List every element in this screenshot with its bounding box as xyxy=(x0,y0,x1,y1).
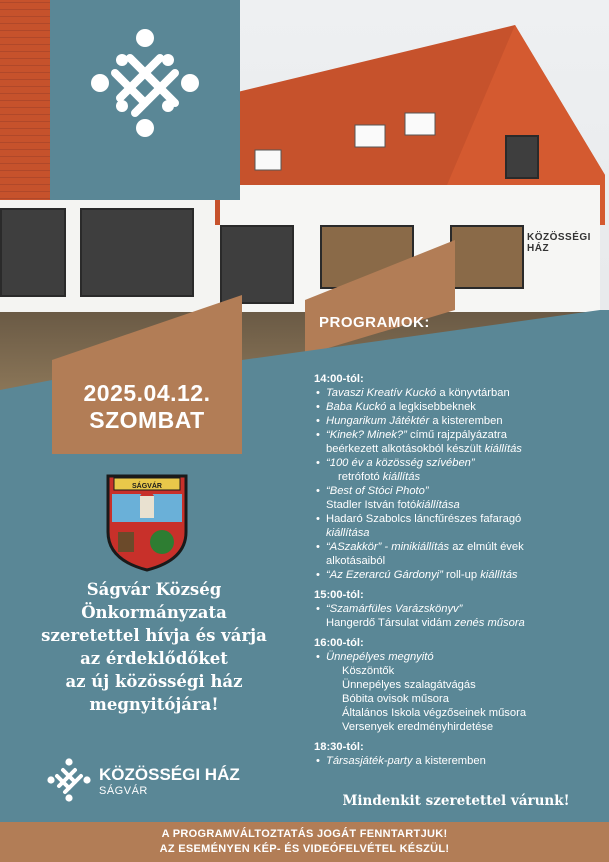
list-item: • “100 év a közösség szívében” retrófotó kiállítás xyxy=(314,456,606,484)
community-logo-icon xyxy=(47,758,91,802)
list-item: • Hungarikum Játéktér a kisteremben xyxy=(314,414,606,428)
list-item: • Hadaró Szabolcs láncfűrészes fafaragó kiállítása xyxy=(314,512,606,540)
closing-text: Mindenkit szeretettel várunk! xyxy=(342,793,570,809)
brand-place: SÁGVÁR xyxy=(99,785,148,797)
building-sign: KÖZÖSSÉGI HÁZ xyxy=(527,232,591,254)
programs-heading: PROGRAMOK: xyxy=(319,314,430,331)
list-item: • “Kinek? Minek?” című rajzpályázatra beérkezett alkotásokból készült kiállítás xyxy=(314,428,606,456)
brand-name: KÖZÖSSÉGI HÁZ xyxy=(99,765,240,784)
weekday: SZOMBAT xyxy=(89,407,205,433)
footer-line: A PROGRAMVÁLTOZTATÁS JOGÁT FENNTARTJUK! xyxy=(161,828,448,840)
programs-heading-box xyxy=(305,300,455,350)
invitation-text: Ságvár Község Önkormányzata szeretettel hívja és várja az érdeklődőket az új közösségi ház megnyitójára! xyxy=(41,580,267,714)
footer xyxy=(0,822,609,862)
list-item: • “Best of Stóci Photo” Stadler István fotókiállítása xyxy=(314,484,606,512)
list-item: • Tavaszi Kreatív Kuckó a könyvtárban xyxy=(314,386,606,400)
footer-line: AZ ESEMÉNYEN KÉP- ÉS VIDEÓFELVÉTEL KÉSZÜL! xyxy=(159,843,450,855)
list-item: • Ünnepélyes megnyitó xyxy=(314,650,606,664)
list-item: • “Az Ezerarcú Gárdonyi” roll-up kiállítás xyxy=(314,568,606,582)
schedule xyxy=(314,372,606,768)
slot-time: 16:00-tól: xyxy=(314,637,364,649)
sub-item: Ünnepélyes szalagátvágás xyxy=(342,679,476,691)
date: 2025.04.12. xyxy=(83,380,211,406)
list-item: • “ASzakkör” - minikiállítás az elmúlt évek alkotásaiból xyxy=(314,540,606,568)
list-item: • Baba Kuckó a legkisebbeknek xyxy=(314,400,606,414)
brand-logo xyxy=(47,758,240,807)
coat-banner: SÁGVÁR xyxy=(132,483,162,490)
slot-time: 15:00-tól: xyxy=(314,589,364,601)
slot-time: 14:00-tól: xyxy=(314,373,364,385)
list-item: • “Szamárfüles Varázskönyv” Hangerdő Társulat vidám zenés műsora xyxy=(314,602,606,630)
event-date xyxy=(52,360,242,454)
list-item: • Társasjáték-party a kisteremben xyxy=(314,754,606,768)
sub-item: Versenyek eredményhirdetése xyxy=(342,721,494,733)
sub-item: Köszöntők xyxy=(342,665,395,677)
slot-time: 18:30-tól: xyxy=(314,741,364,753)
sub-item: Általános Iskola végzőseinek műsora xyxy=(342,707,527,719)
sub-item: Bóbita ovisok műsora xyxy=(342,693,449,705)
coat-of-arms-icon xyxy=(104,472,190,572)
